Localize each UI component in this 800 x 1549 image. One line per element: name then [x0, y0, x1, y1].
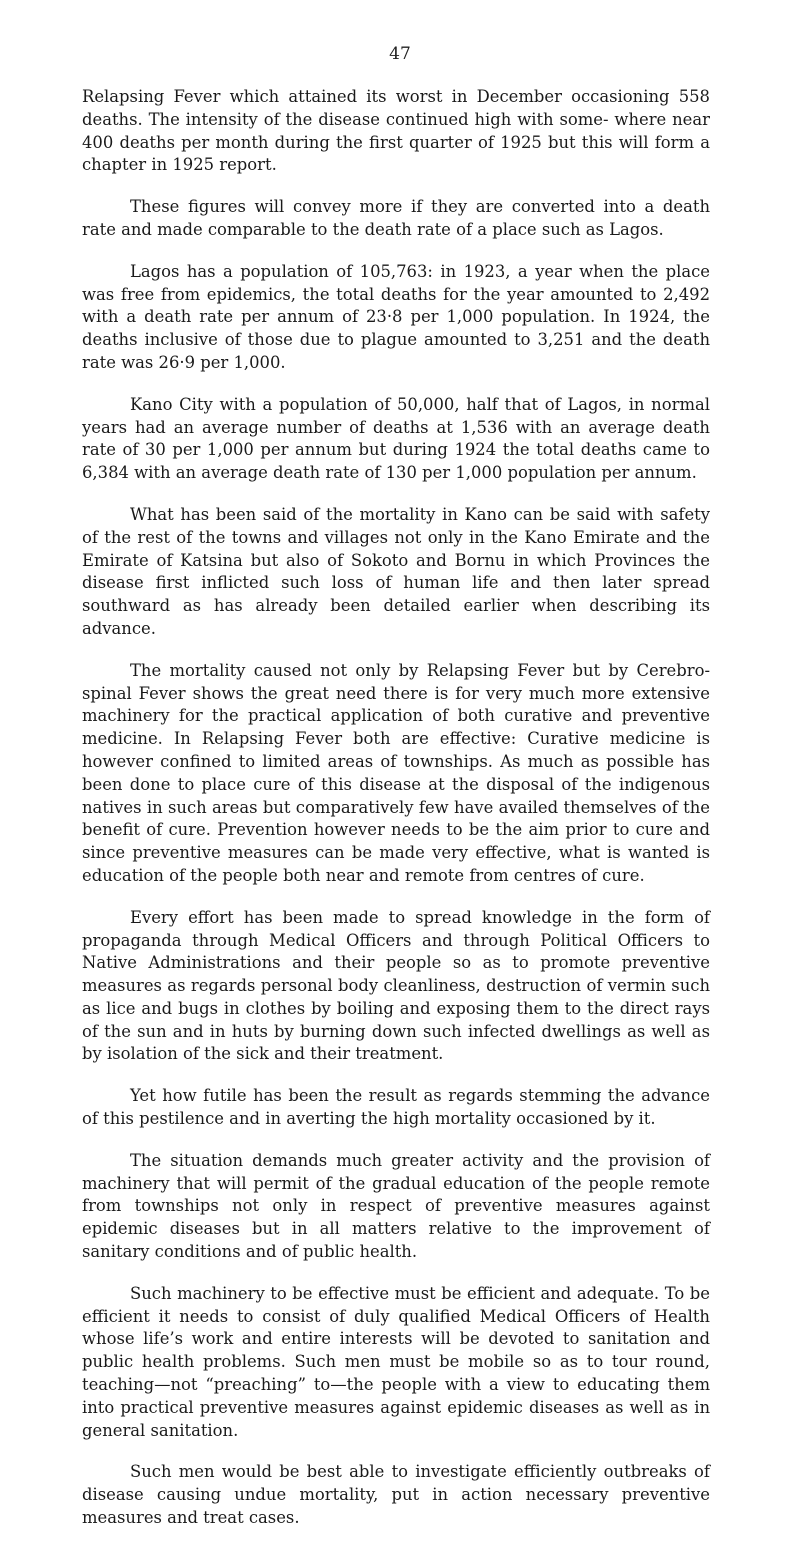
- paragraph-relapsing-fever: Relapsing Fever which attained its worst in December occasioning 558 deaths. The intensity of the disease continued high with some- where near 400 deaths per month during the first quarter of 1925 but this will form a chapter in 1925 report.: [82, 87, 710, 175]
- paragraph-cerebrospinal: The mortality caused not only by Relapsing Fever but by Cerebro- spinal Fever shows the great need there is for very much more extensive machinery for the practical application of both curative and preventive medicine. In Relapsing Fever both are effective: Curative medicine is however confined to limited areas of townships. As much as possible has been done to place cure of this disease at the disposal of the indigenous natives in such areas but comparatively few have availed themselves of the benefit of cure. Prevention however needs to be the aim prior to cure and since preventive measures can be made very effective, what is wanted is education of the people both near and remote from centres of cure.: [82, 660, 710, 885]
- paragraph-propaganda: Every effort has been made to spread knowledge in the form of propaganda through Medical Officers and through Political Officers to Native Administrations and their people so as to promote preventive measures as regards personal body cleanliness, destruction of vermin such as lice and bugs in clothes by boiling and exposing them to the direct rays of the sun and in huts by burning down such infected dwellings as well as by isolation of the sick and their treatment.: [82, 907, 710, 1064]
- paragraph-lagos: Lagos has a population of 105,763: in 1923, a year when the place was free from epidemics, the total deaths for the year amounted to 2,492 with a death rate per annum of 23·8 per 1,000 population. In 1924, the deaths inclusive of those due to plague amounted to 3,251 and the death rate was 26·9 per 1,000.: [82, 261, 710, 372]
- paragraph-kano-city: Kano City with a population of 50,000, half that of Lagos, in normal years had an average number of deaths at 1,536 with an average death rate of 30 per 1,000 per annum but during 1924 the total deaths came to 6,384 with an average death rate of 130 per 1,000 population per annum.: [82, 394, 710, 483]
- paragraph-kano-emirate: What has been said of the mortality in Kano can be said with safety of the rest of the towns and villages not only in the Kano Emirate and the Emirate of Katsina but also of Sokoto and Bornu in which Provinces the disease first inflicted such loss of human life and then later spread southward as has already been detailed earlier when describing its advance.: [82, 504, 710, 638]
- paragraph-machinery: Such machinery to be effective must be efficient and adequate. To be efficient it needs to consist of duly qualified Medical Officers of Health whose life’s work and entire interests will be devoted to sanitation and public health problems. Such men must be mobile so as to tour round, teaching—not “preaching” to—the people with a view to educating them into practical preventive measures against epidemic diseases as well as in general sanitation.: [82, 1283, 710, 1440]
- paragraph-futile: Yet how futile has been the result as regards stemming the advance of this pestilence and in averting the high mortality occasioned by it.: [82, 1086, 710, 1129]
- body-text: [82, 86, 710, 1549]
- paragraph-death-rate-intro: These figures will convey more if they are converted into a death rate and made comparable to the death rate of a place such as Lagos.: [82, 197, 710, 239]
- paragraph-situation: The situation demands much greater activity and the provision of machinery that will permit of the gradual education of the people remote from townships not only in respect of preventive measures against epidemic diseases but in all matters relative to the improvement of sanitary conditions and of public health.: [82, 1150, 710, 1262]
- page-number: 47: [389, 44, 411, 64]
- paragraph-investigate: Such men would be best able to investigate efficiently outbreaks of disease causing undue mortality, put in action necessary preventive measures and treat cases.: [82, 1462, 710, 1528]
